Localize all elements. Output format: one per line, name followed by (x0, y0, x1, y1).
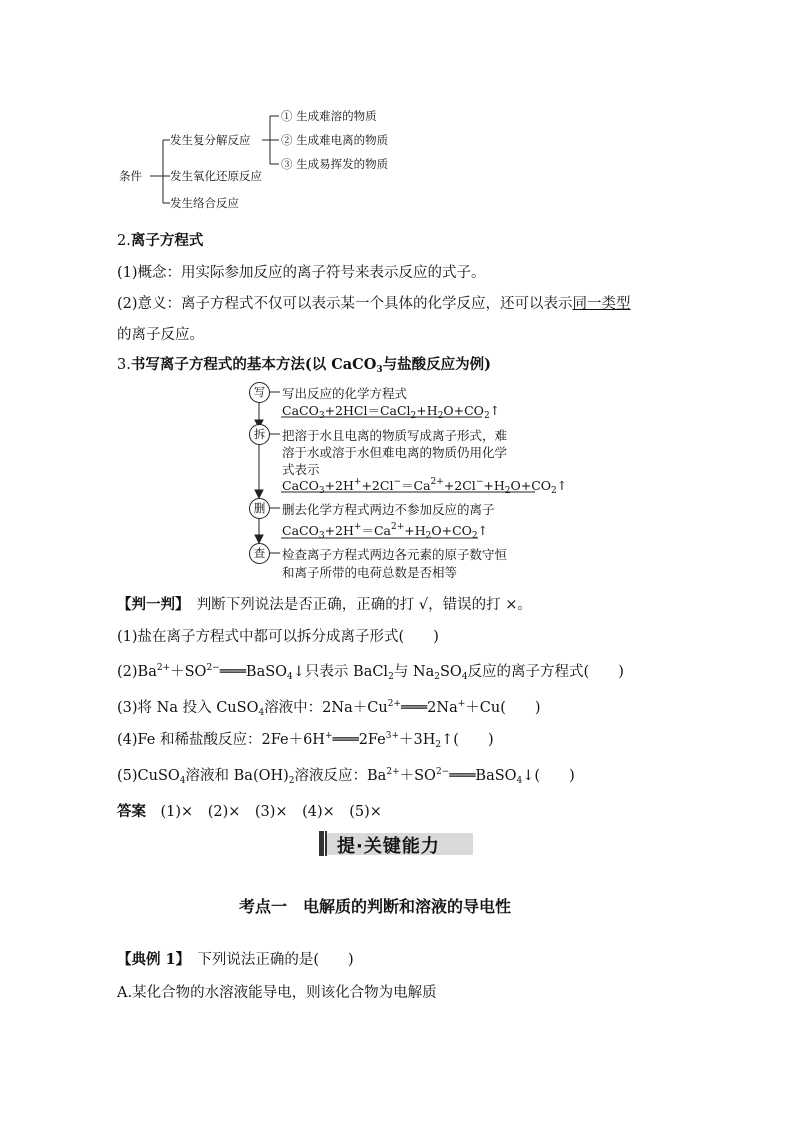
section-banner: 提·关键能力 (319, 831, 473, 856)
step-split-marker: 拆 (249, 424, 270, 445)
step-write-marker: 写 (249, 382, 270, 403)
step-check-text-2: 和离子所带的电荷总数是否相等 (282, 565, 458, 580)
judge-header: 【判一判】 判断下列说法是否正确，正确的打 √，错误的打 ×。 (117, 596, 532, 613)
judge-q5: (5)CuSO$_4$溶液和 $Ba(OH)_2$溶液反应：$Ba^{2+}+SO^{2-}═══BaSO_4↓$( ) (117, 767, 575, 786)
topic-heading: 考点一 电解质的判断和溶液的导电性 (239, 897, 512, 916)
example-header: 【典例 1】 下列说法正确的是( ) (117, 951, 354, 968)
step-write-text: 写出反应的化学方程式 (282, 386, 408, 401)
judge-q1: (1)盐在离子方程式中都可以拆分成离子形式( ) (117, 629, 439, 645)
step-delete-equation: $CaCO_3+2H^+=Ca^{2+}+H_2O+CO_2↑$ (282, 522, 489, 541)
section2-concept: (1)概念：用实际参加反应的离子符号来表示反应的式子。 (117, 265, 486, 281)
step-split-text-3: 式表示 (282, 462, 320, 477)
tree-branch-2: 发生氧化还原反应 (170, 169, 262, 183)
step-check-marker: 查 (249, 543, 270, 564)
tree-root: 条件 (119, 169, 142, 183)
section2-meaning-cont: 的离子反应。 (117, 327, 204, 343)
example-option-a: A.某化合物的水溶液能导电，则该化合物为电解质 (117, 985, 437, 1001)
judge-q3: (3)将 Na 投入 CuSO$_4$溶液中：$2Na+Cu^{2+}═══2Na^++Cu$( ) (117, 699, 541, 718)
section2-meaning: (2)意义：离子方程式不仅可以表示某一个具体的化学反应，还可以表示同一类型 (117, 296, 631, 312)
tree-leaf-3: ③ 生成易挥发的物质 (281, 157, 389, 171)
step-check-text-1: 检查离子方程式两边各元素的原子数守恒 (282, 547, 508, 562)
step-delete-marker: 删 (249, 498, 270, 519)
judge-q4: (4)Fe 和稀盐酸反应：$2Fe+6H^+═══2Fe^{3+}+3H_2↑$( ) (117, 731, 494, 750)
tree-branch-3: 发生络合反应 (170, 196, 239, 210)
step-split-text-1: 把溶于水且电离的物质写成离子形式，难 (282, 428, 508, 443)
tree-branch-1: 发生复分解反应 (170, 133, 251, 147)
step-delete-text: 删去化学方程式两边不参加反应的离子 (282, 502, 495, 517)
answer-line: 答案 (1)× (2)× (3)× (4)× (5)× (117, 803, 382, 820)
tree-leaf-2: ② 生成难电离的物质 (281, 133, 389, 147)
judge-q2: $(2)Ba^{2+}+SO^{2-}═══BaSO_4↓$只表示 BaCl$_2$与 $Na_2SO_4$反应的离子方程式( ) (117, 663, 624, 682)
step-split-text-2: 溶于水或溶于水但难电离的物质仍用化学 (282, 445, 508, 460)
step-split-equation: $CaCO_3+2H^++2Cl^-=Ca^{2+}+2Cl^-+H_2O+CO_2↑$ (282, 477, 568, 496)
step-write-equation: $CaCO_3+2HCl=CaCl_2+H_2O+CO_2↑$ (282, 403, 501, 421)
section3-heading: 3.书写离子方程式的基本方法(以 CaCO$_3$与盐酸反应为例) (117, 356, 491, 375)
section2-heading: 2.离子方程式 (117, 232, 204, 249)
tree-leaf-1: ① 生成难溶的物质 (281, 109, 377, 123)
